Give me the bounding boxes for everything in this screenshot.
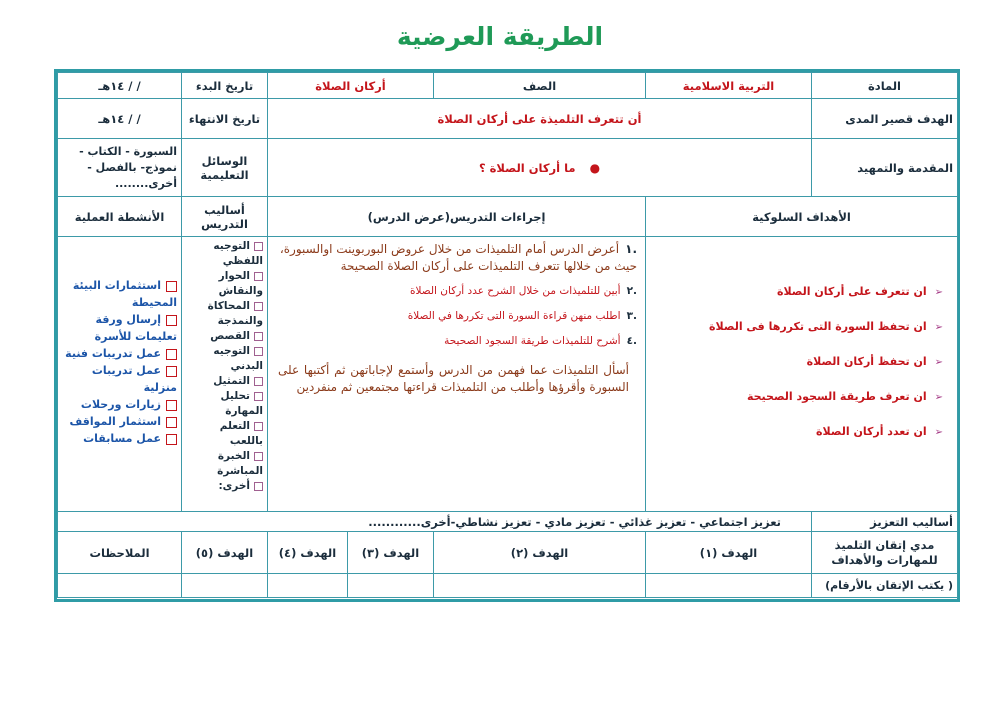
checkbox[interactable] [254, 347, 263, 356]
activity-item: استثمار المواقف [62, 413, 177, 430]
objective-item: ➢ان تعرف طريقة السجود الصحيحة [746, 390, 944, 403]
goal-4: الهدف (٤) [268, 532, 348, 574]
activity-item: عمل تدريبات منزلية [91, 364, 177, 394]
activity-item: زيارات ورحلات [62, 396, 177, 413]
activities-header: الأنشطة العملية [58, 197, 182, 237]
checkbox[interactable] [166, 349, 177, 360]
page-title: الطريقة العرضية [396, 22, 604, 51]
goal-3: الهدف (٣) [348, 532, 434, 574]
procedure-item: .٣اطلب منهن قراءة السورة التى تكررها في الصلاة [407, 310, 638, 322]
mastery-footnote: ( يكتب الإتقان بالأرقام) [812, 574, 958, 598]
reinforcement-value: تعزيز اجتماعي - تعزيز غذائي - تعزيز مادي - تعزيز نشاطي-أخرى............ [58, 512, 812, 532]
objectives-header: الأهداف السلوكية [646, 197, 958, 237]
arrow-icon: ➢ [934, 392, 944, 403]
bullet-icon: ● [589, 160, 601, 175]
lesson-plan-table [57, 72, 958, 598]
checkbox[interactable] [166, 315, 177, 326]
procedure-item: .٢أبين للتلميذات من خلال الشرح عدد أركان الصلاة [409, 285, 638, 297]
checkbox[interactable] [254, 242, 263, 251]
notes-label: الملاحظات [58, 532, 182, 574]
intro-question: ما أركان الصلاة ؟ [478, 160, 576, 175]
reinforcement-label: أساليب التعزيز [812, 512, 958, 532]
subject-value: التربية الاسلامية [646, 73, 812, 99]
objective-item: ➢ان تحفظ أركان الصلاة [806, 355, 944, 368]
procedure-item: .١أعرض الدرس أمام التلميذات من خلال عروض البوربوينت اوالسبورة، حيث من خلالها تتعرف التلميذات على أركان الصلاة الصحيحة [279, 242, 638, 273]
method-item: المحاكاة والنمذجة [207, 300, 263, 327]
objectives-cell [646, 237, 958, 512]
methods-cell [182, 237, 268, 512]
end-date-value: / / ١٤هـ [58, 99, 182, 139]
checkbox[interactable] [166, 434, 177, 445]
activity-item: عمل مسابقات [62, 430, 177, 447]
arrow-icon: ➢ [934, 287, 944, 298]
short-goal-label: الهدف قصير المدى [812, 99, 958, 139]
procedures-cell [268, 237, 646, 512]
checkbox[interactable] [254, 452, 263, 461]
methods-header: أساليب التدريس [182, 197, 268, 237]
checkbox[interactable] [254, 302, 263, 311]
method-item: التمثيل [186, 374, 263, 389]
objective-item: ➢ان تتعرف على أركان الصلاة [776, 285, 944, 298]
goal-2: الهدف (٢) [434, 532, 646, 574]
procedure-item: .٤أشرح للتلميذات طريقة السجود الصحيحة [444, 335, 638, 347]
grade-label: الصف [434, 73, 646, 99]
checkbox[interactable] [166, 400, 177, 411]
start-date-label: تاريخ البدء [182, 73, 268, 99]
checkbox[interactable] [254, 272, 263, 281]
mastery-label: مدي إتقان التلميذ للمهارات والأهداف [812, 532, 958, 574]
objective-item: ➢ان تعدد أركان الصلاة [816, 425, 944, 438]
method-item: تحليل المهارة [220, 390, 263, 417]
checkbox[interactable] [166, 366, 177, 377]
end-date-label: تاريخ الانتهاء [182, 99, 268, 139]
method-item: أخرى: [186, 479, 263, 494]
goal-5-value[interactable] [182, 574, 268, 598]
checkbox[interactable] [166, 281, 177, 292]
goal-1: الهدف (١) [646, 532, 812, 574]
notes-value[interactable] [58, 574, 182, 598]
method-item: القصص [186, 329, 263, 344]
intro-question-cell [268, 139, 812, 197]
aids-value: السبورة - الكتاب - نموذج- بالفصل - أخرى........ [58, 139, 182, 197]
subject-label: المادة [812, 73, 958, 99]
goal-5: الهدف (٥) [182, 532, 268, 574]
checkbox[interactable] [254, 377, 263, 386]
procedure-closing: أسأل التلميذات عما فهمن من الدرس وأستمع لإجاباتهن ثم أكتبها على السبورة وأقرؤها وأطلب من التلميذات قراءتها مجتمعين ثم منفردين [278, 363, 630, 394]
procedures-header: إجراءات التدريس(عرض الدرس) [268, 197, 646, 237]
checkbox[interactable] [254, 422, 263, 431]
checkbox[interactable] [254, 392, 263, 401]
checkbox[interactable] [254, 482, 263, 491]
method-item: التوجيه البدني [213, 345, 263, 372]
goal-2-value[interactable] [434, 574, 646, 598]
arrow-icon: ➢ [934, 322, 944, 333]
goal-1-value[interactable] [646, 574, 812, 598]
activity-item: عمل تدريبات فنية [62, 345, 177, 362]
goal-4-value[interactable] [268, 574, 348, 598]
goal-3-value[interactable] [348, 574, 434, 598]
arrow-icon: ➢ [934, 357, 944, 368]
checkbox[interactable] [254, 332, 263, 341]
aids-label: الوسائل التعليمية [182, 139, 268, 197]
activity-item: استثمارات البيئة المحيطة [72, 279, 177, 309]
arrow-icon: ➢ [934, 427, 944, 438]
activities-cell [58, 237, 182, 512]
intro-label: المقدمة والتمهيد [812, 139, 958, 197]
lesson-value: أركان الصلاة [268, 73, 434, 99]
activity-item: إرسال ورقة تعليمات للأسرة [94, 313, 177, 343]
objective-item: ➢ان تحفظ السورة التى تكررها فى الصلاة [709, 320, 944, 333]
method-item: التعلم باللعب [219, 420, 263, 447]
short-goal-value: أن تتعرف التلميذة على أركان الصلاة [268, 99, 812, 139]
checkbox[interactable] [166, 417, 177, 428]
method-item: الحوار والنقاش [218, 270, 263, 297]
method-item: الخبرة المباشرة [217, 450, 263, 477]
start-date-value: / / ١٤هـ [58, 73, 182, 99]
method-item: التوجيه اللفظي [213, 240, 263, 267]
